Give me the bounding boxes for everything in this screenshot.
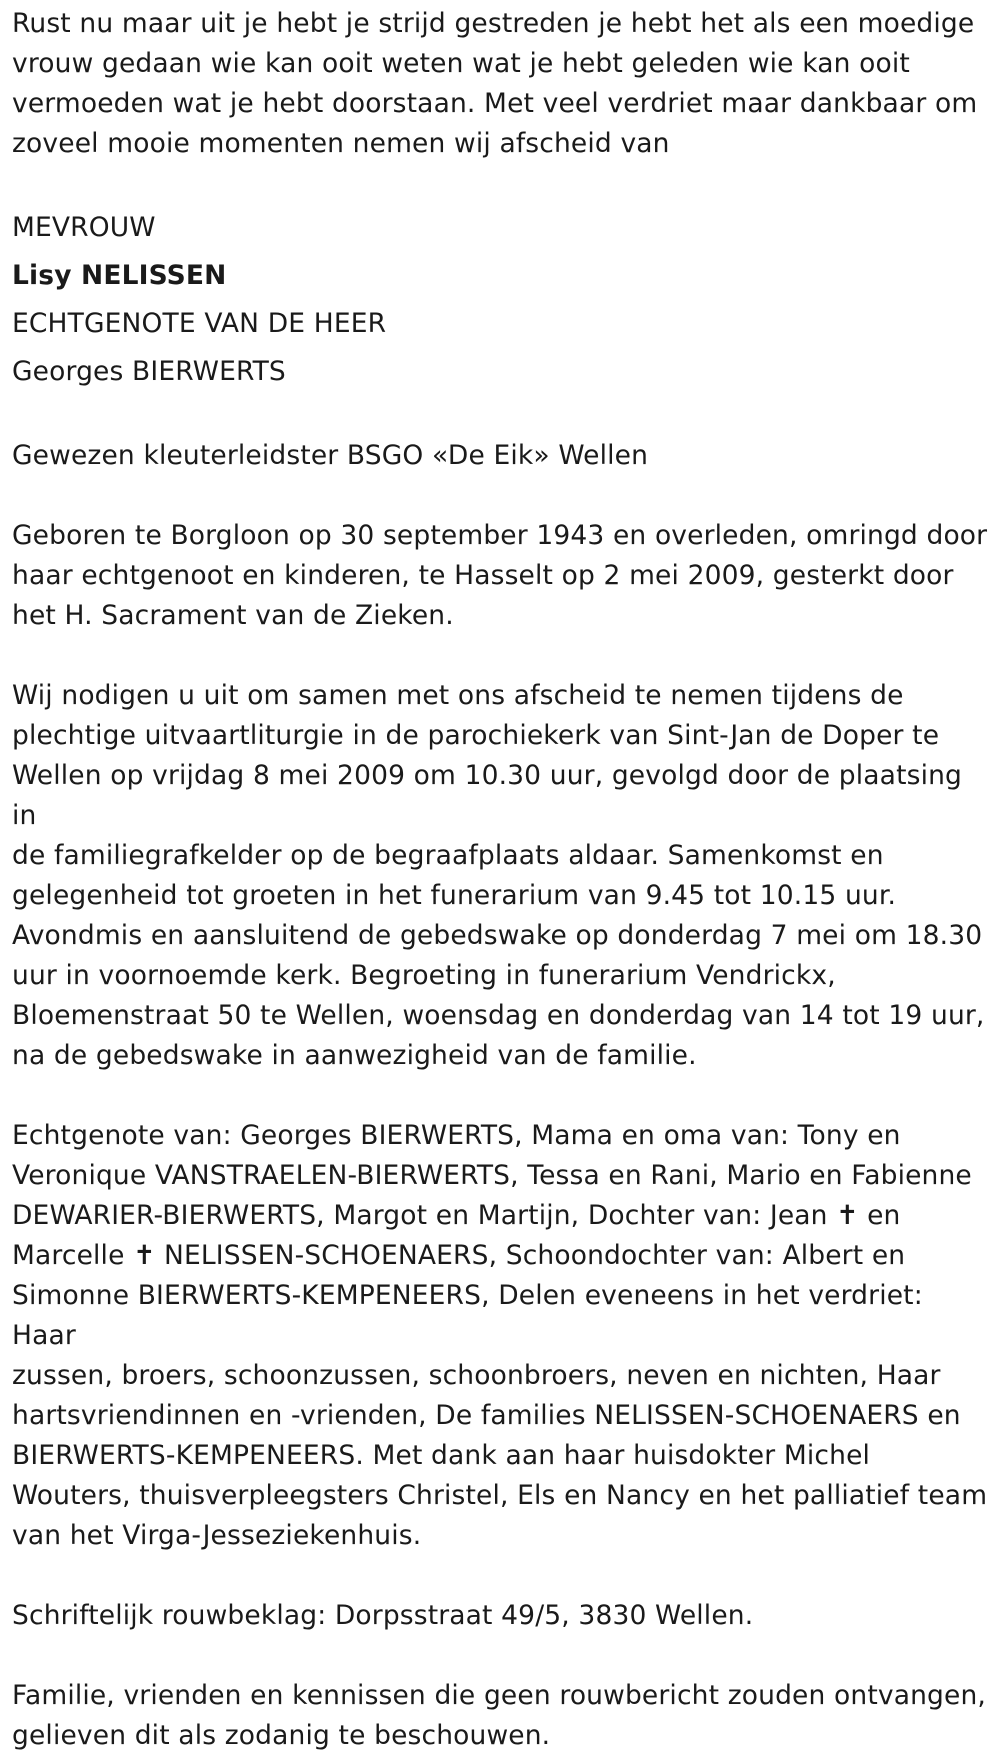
- occupation-line: Gewezen kleuterleidster BSGO «De Eik» Wellen: [12, 440, 649, 471]
- spacer: [12, 1076, 988, 1116]
- spacer: [12, 1556, 988, 1596]
- funeral-paragraph: Wij nodigen u uit om samen met ons afscheid te nemen tijdens de plechtige uitvaartliturgie in de parochiekerk van Sint-Jan de Doper te Wellen op vrijdag 8 mei 2009 om 10.30 uur, gevolgd door de plaatsing in de familiegrafkelder op de begraafplaats aldaar. Samenkomst en gelegenheid tot groeten in het funerarium van 9.45 tot 10.15 uur. Avondmis en aansluitend de gebedswake op donderdag 7 mei om 18.30 uur in voornoemde kerk. Begroeting in funerarium Vendrickx, Bloemenstraat 50 te Wellen, woensdag en donderdag van 14 tot 19 uur, na de gebedswake in aanwezigheid van de familie.: [12, 680, 985, 1071]
- spacer: [12, 164, 988, 204]
- condolence-line: Schriftelijk rouwbeklag: Dorpsstraat 49/5, 3830 Wellen.: [12, 1600, 754, 1631]
- family-paragraph: Echtgenote van: Georges BIERWERTS, Mama en oma van: Tony en Veronique VANSTRAELEN-BIERWERTS, Tessa en Rani, Mario en Fabienne DEWARIER-BIERWERTS, Margot en Martijn, Dochter van: Jean ✝ en Marcelle ✝ NELISSEN-SCHOENAERS, Schoondochter van: Albert en Simonne BIERWERTS-KEMPENEERS, Delen eveneens in het verdriet: Haar zussen, broers, schoonzussen, schoonbroers, neven en nichten, Haar hartsvriendinnen en -vrienden, De families NELISSEN-SCHOENAERS en BIERWERTS-KEMPENEERS. Met dank aan haar huisdokter Michel Wouters, thuisverpleegsters Christel, Els en Nancy en het palliatief team van het Virga-Jesseziekenhuis.: [12, 1120, 988, 1551]
- closing-paragraph: Familie, vrienden en kennissen die geen rouwbericht zouden ontvangen, gelieven dit als zodanig te beschouwen.: [12, 1680, 986, 1751]
- spacer: [12, 636, 988, 676]
- spouse-name: Georges BIERWERTS: [12, 356, 286, 387]
- spacer: [12, 396, 988, 436]
- birth-death-paragraph: Geboren te Borgloon op 30 september 1943 en overleden, omringd door haar echtgenoot en kinderen, te Hasselt op 2 mei 2009, gesterkt door het H. Sacrament van de Zieken.: [12, 520, 988, 631]
- spacer: [12, 1636, 988, 1676]
- spacer: [12, 476, 988, 516]
- spouse-label: ECHTGENOTE VAN DE HEER: [12, 308, 387, 339]
- deceased-name: Lisy NELISSEN: [12, 260, 227, 291]
- intro-paragraph: Rust nu maar uit je hebt je strijd gestreden je hebt het als een moedige vrouw gedaan wie kan ooit weten wat je hebt geleden wie kan ooit vermoeden wat je hebt doorstaan. Met veel verdriet maar dankbaar om zoveel mooie momenten nemen wij afscheid van: [12, 8, 978, 159]
- title-line: MEVROUW: [12, 212, 156, 243]
